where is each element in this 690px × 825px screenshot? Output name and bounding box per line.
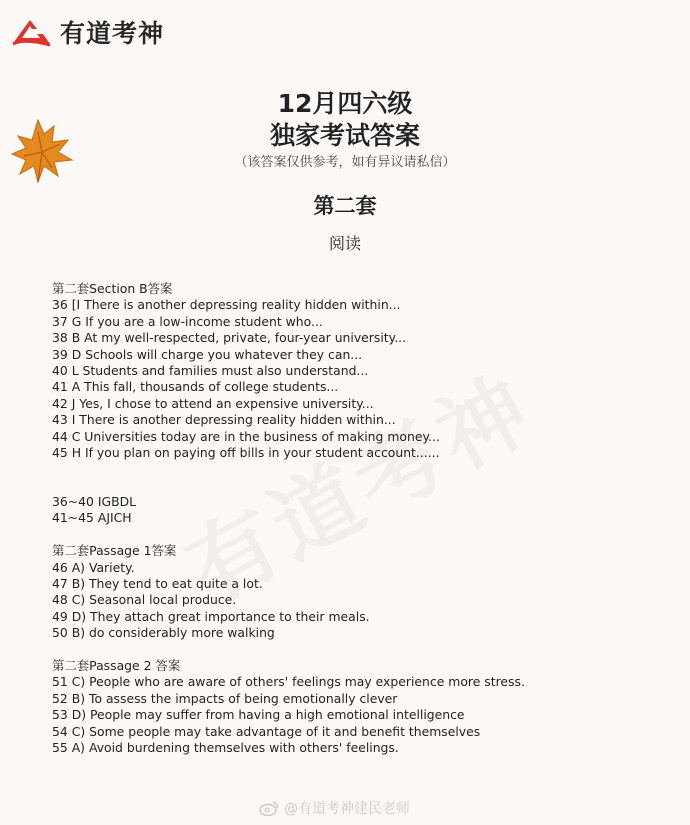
passage1-heading: 第二套Passage 1答案 (52, 543, 177, 559)
spacer (52, 461, 652, 477)
answer-line: 42 J Yes, I chose to attend an expensive university... (52, 395, 374, 411)
spacer (52, 527, 652, 543)
answer-line: 52 B) To assess the impacts of being emotionally clever (52, 690, 398, 706)
brand-name: 有道考神 (60, 19, 165, 48)
section-title: 阅读 (328, 234, 361, 253)
answer-line: 37 G If you are a low-income student who... (52, 313, 323, 329)
answer-content (52, 281, 652, 756)
set-title: 第二套 (313, 194, 377, 218)
passage2-heading: 第二套Passage 2 答案 (52, 657, 181, 673)
answer-line: 45 H If you plan on paying off bills in your student account...... (52, 444, 440, 460)
answer-line: 39 D Schools will charge you whatever they can... (52, 346, 363, 362)
answer-line: 50 B) do considerably more walking (52, 625, 275, 641)
sectionb-heading: 第二套Section B答案 (52, 281, 173, 296)
footer-text: @有道考神建民老师 (284, 801, 410, 817)
answer-line: 38 B At my well-respected, private, four-year university... (52, 330, 407, 346)
spacer (52, 642, 652, 658)
answer-line: 53 D) People may suffer from having a high emotional intelligence (52, 707, 465, 723)
answer-line: 47 B) They tend to eat quite a lot. (52, 576, 263, 592)
page-title-line2: 独家考试答案 (269, 121, 420, 150)
answer-line: 51 C) People who are aware of others' feelings may experience more stress. (52, 674, 525, 690)
brand-header (10, 14, 164, 50)
answer-line: 48 C) Seasonal local produce. (52, 592, 237, 608)
answer-line: 46 A) Variety. (52, 559, 135, 575)
answer-line: 41 A This fall, thousands of college students... (52, 379, 339, 395)
answer-line: 43 I There is another depressing reality hidden within... (52, 412, 396, 428)
answer-line: 40 L Students and families must also understand... (52, 362, 369, 378)
answer-line: 54 C) Some people may take advantage of it and benefit themselves (52, 723, 481, 739)
page-title-line1: 12月四六级 (277, 89, 413, 118)
summary-line: 41~45 AJICH (52, 510, 132, 526)
youdao-logo-icon (10, 14, 58, 50)
answer-line: 36 [I There is another depressing reality hidden within... (52, 297, 401, 313)
footer-credit (258, 798, 410, 818)
spacer (52, 478, 652, 494)
summary-line: 36~40 IGBDL (52, 494, 137, 510)
weibo-icon (258, 800, 280, 816)
answer-line: 55 A) Avoid burdening themselves with others' feelings. (52, 739, 399, 755)
disclaimer-note: （该答案仅供参考，如有异议请私信） (234, 155, 456, 170)
answer-line: 49 D) They attach great importance to their meals. (52, 608, 370, 624)
answer-line: 44 C Universities today are in the business of making money... (52, 428, 440, 444)
